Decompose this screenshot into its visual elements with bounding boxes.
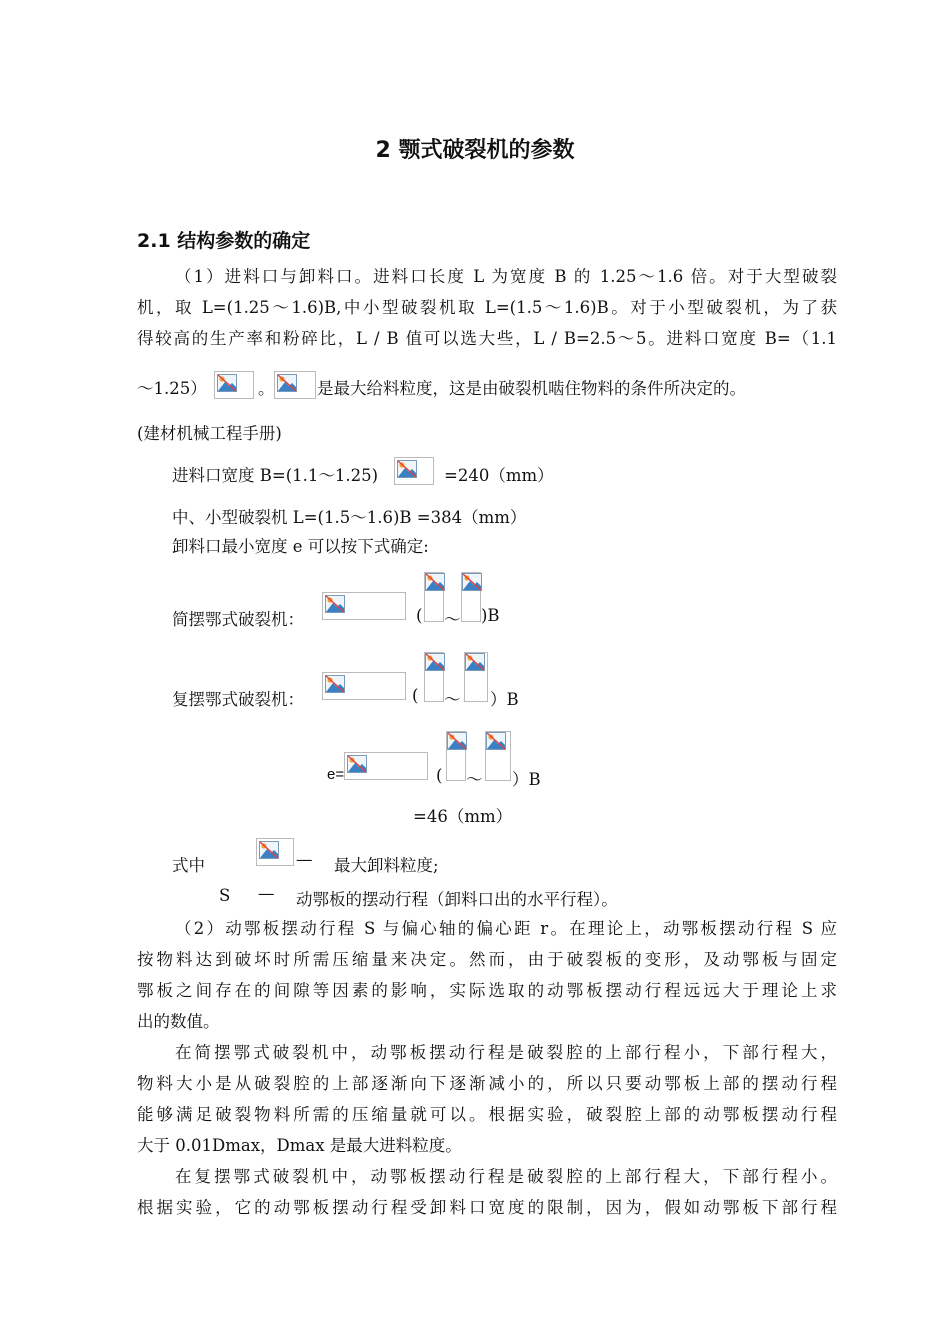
p4-line2: 根据实验，它的动鄂板摆动行程受卸料口宽度的限制，因为，假如动鄂板下部行程 <box>137 1198 837 1217</box>
broken-image-icon <box>462 573 482 591</box>
calc-line3: 卸料口最小宽度 e 可以按下式确定: <box>172 537 429 556</box>
calc-line1: 进料口宽度 B=(1.1～1.25) <box>172 466 379 485</box>
calc-line2: 中、小型破裂机 L=(1.5～1.6)B =384（mm） <box>172 508 527 527</box>
p2-line2: 按物料达到破坏时所需压缩量来决定。然而，由于破裂板的变形，及动鄂板与固定 <box>137 950 837 969</box>
formula3-label: e= <box>327 766 345 783</box>
p3-line2: 物料大小是从破裂腔的上部逐渐向下逐渐减小的，所以只要动鄂板上部的摆动行程 <box>137 1074 837 1093</box>
formula3-open: ( <box>436 766 443 785</box>
where-text1: 最大卸料粒度; <box>334 856 439 875</box>
page-title: 2 颚式破裂机的参数 <box>375 138 575 163</box>
p3-line4: 大于 0.01Dmax，Dmax 是最大进料粒度。 <box>137 1136 462 1155</box>
formula-image <box>394 457 434 485</box>
broken-image-icon <box>465 653 485 671</box>
formula-image <box>485 731 511 781</box>
formula-image <box>464 652 488 702</box>
p1-line4-start: ～1.25） <box>137 379 207 398</box>
formula-image <box>446 731 466 781</box>
p1-line4-end: 是最大给料粒度，这是由破裂机啮住物料的条件所决定的。 <box>317 379 746 398</box>
p2-line1: （2）动鄂板摆动行程 S 与偏心轴的偏心距 r。在理论上，动鄂板摆动行程 S 应 <box>175 919 837 938</box>
p1-line3: 得较高的生产率和粉碎比，L / B 值可以选大些，L / B=2.5～5。进料口宽度 B=（1.1 <box>137 329 837 348</box>
formula3-result: =46（mm） <box>413 807 513 826</box>
broken-image-icon <box>277 374 297 392</box>
p2-line3: 鄂板之间存在的间隙等因素的影响，实际选取的动鄂板摆动行程远远大于理论上求 <box>137 981 837 1000</box>
broken-image-icon <box>217 374 237 392</box>
formula-image <box>256 838 294 866</box>
formula2-label: 复摆鄂式破裂机： <box>172 690 304 709</box>
broken-image-icon <box>447 732 467 750</box>
reference: (建材机械工程手册) <box>137 424 282 443</box>
where-text2: 动鄂板的摆动行程（卸料口出的水平行程）。 <box>296 890 618 909</box>
formula-image <box>274 371 316 399</box>
where-s: S <box>219 886 231 905</box>
broken-image-icon <box>425 573 445 591</box>
p1-line2: 机，取 L=(1.25～1.6)B,中小型破裂机取 L=(1.5～1.6)B。对于小型破裂机，为了获 <box>137 298 837 317</box>
broken-image-icon <box>347 755 367 773</box>
broken-image-icon <box>397 460 417 478</box>
formula1-open: ( <box>416 606 423 625</box>
broken-image-icon <box>486 732 506 750</box>
formula3-close: ）B <box>512 770 541 789</box>
formula2-tilde: ～ <box>444 690 461 709</box>
where-dash2: — <box>258 884 275 903</box>
section-heading: 2.1 结构参数的确定 <box>137 230 311 252</box>
formula-image <box>424 652 444 702</box>
formula-image <box>344 752 428 780</box>
p3-line1: 在简摆鄂式破裂机中，动鄂板摆动行程是破裂腔的上部行程小，下部行程大， <box>175 1043 837 1062</box>
formula2-close: ）B <box>490 690 519 709</box>
calc-line1-result: =240（mm） <box>444 466 554 485</box>
broken-image-icon <box>325 675 345 693</box>
p3-line3: 能够满足破裂物料所需的压缩量就可以。根据实验，破裂腔上部的动鄂板摆动行程 <box>137 1105 837 1124</box>
formula-image <box>322 672 406 700</box>
formula-image <box>461 572 481 622</box>
where-label: 式中 <box>172 856 205 875</box>
formula1-close: )B <box>481 606 500 625</box>
formula1-label: 简摆鄂式破裂机： <box>172 610 304 629</box>
formula3-tilde: ～ <box>466 770 483 789</box>
formula1-tilde: ～ <box>444 610 461 629</box>
where-dash: — <box>296 850 313 869</box>
p4-line1: 在复摆鄂式破裂机中，动鄂板摆动行程是破裂腔的上部行程大，下部行程小。 <box>175 1167 837 1186</box>
formula-image <box>214 371 254 399</box>
formula2-open: ( <box>412 686 419 705</box>
formula-image <box>322 592 406 620</box>
p1-line1: （1）进料口与卸料口。进料口长度 L 为宽度 B 的 1.25～1.6 倍。对于大型破裂 <box>175 267 837 286</box>
formula-image <box>424 572 444 622</box>
broken-image-icon <box>425 653 445 671</box>
p1-line4-mid: 。 <box>258 379 275 398</box>
broken-image-icon <box>259 841 279 859</box>
broken-image-icon <box>325 595 345 613</box>
p2-line4: 出的数值。 <box>137 1012 220 1031</box>
